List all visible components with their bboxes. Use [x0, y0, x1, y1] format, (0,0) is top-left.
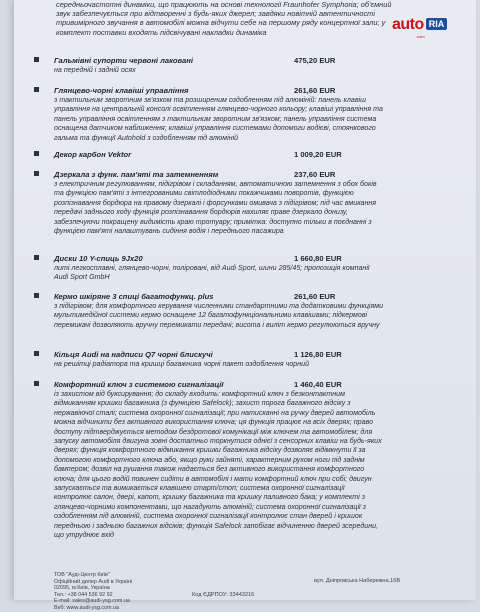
- option-description: із захистом від буксирування; до складу входить: комфортний ключ з безконтактним відмиканням кришки багажника (з функцією Safelock); захист порога багажного відсіку з нержавіючої сталі; система охоронної сигналізації; при натисканні на ручку дверей автомобіль можна відчинити без активного використання ключа; ця функція працює на всіх дверях; право доступу підтверджується методом бездротової комунікації між ключем та автомобілем; для запуску автомобіля двигуна зовні достатньо торкнутися однієї з сенсорних клавіш на будь-яких дверях; функція комфортного відмикання кришки багажника відсіку дозволяє відімкнути її за допомогою комфортного ключа або, якщо руки зайняті, характерним рухом ноги під заднім бампером; дозвіл на рушання також надається без активного використання комфортного ключа; для цього водій повинен сидіти в автомобілі і мати комфортний ключ при собі; двигун запускається та вимикається клавішею старт/стоп; система охоронної сигналізації контролює салон, двері, капот, кришку багажника та кришку паливного бака; у комплекті з глянцево-чорними компонентами, що нагадують алюміній; система охоронної сигналізації з оздобленням під алюміній, система охоронної сигналізації контролює стан дверей і кришок передньою і задньою багажних відсіків; функція Safelock запобігає відчиненню дверей зсередини, що утруднює вхід: [54, 390, 382, 540]
- company-name: ТОВ "Ауді-Центр Київ": [54, 572, 110, 578]
- option-description: на передній і задній осях: [54, 66, 136, 74]
- dealer-contacts: [54, 572, 132, 612]
- logo-badge: RIA: [426, 18, 448, 30]
- bullet-icon: [34, 255, 39, 260]
- option-price: 237,60 EUR: [294, 170, 336, 179]
- option-description: з підігрівом; для комфортного керування численними стандартними та додатковими функціями мультимедійної системи кермо оснащене 12 багатофункціональними клавішами; підкермові перемикачі дозволяють вручну перемикати передачі; висота і виліт кермо регулюються вручну: [54, 302, 384, 329]
- option-name: Кільця Audi на надписи Q7 чорні блискучі: [54, 350, 213, 359]
- option-price: 475,20 EUR: [294, 56, 336, 65]
- dealer-address: вул. Дніпровська Набережна,16В: [314, 578, 401, 584]
- bullet-icon: [34, 381, 39, 386]
- option-name: Декор карбон Vektor: [54, 150, 132, 159]
- option-name: Диски 10 Y-спиць 9Jx20: [54, 254, 143, 263]
- option-description: з електричним регулюванням, підігрівом і складанням, автоматичною затемнення з обох боків та функцією пам'яті з інтегрованими світлодіодними покажчиками поворотів, функцією розпізнавання бордюра на правому дзеркалі і форсунками омивача з підігрівом; під час вмикання передачі заднього ходу функція розпізнавання бордюрів нахиляє праве дзеркало донизу, забезпечуючи покращену видимість краю тротуару; примітка: доступно тільки в поєднанні з функцією пам'яті налаштувань сидіння водія і переднього пасажира: [54, 180, 377, 236]
- option-description: литі легкосплавні, глянцево-чорні, поліровані, від Audi Sport, шини 285/45; пропозиція компанії Audi Sport GmbH: [54, 264, 370, 282]
- city-line: 02095, м.Київ, Україна: [54, 585, 110, 592]
- option-name: Глянцево-чорні клавіші управління: [54, 86, 189, 95]
- option-price: 1 126,80 EUR: [294, 350, 342, 359]
- bullet-icon: [34, 87, 39, 92]
- option-name: Гальмівні супорти червоні лаковані: [54, 56, 193, 65]
- option-description: з тактильним зворотним зв'язком та розширеним оздобленням під алюміній: панель клавіш управління на центральній консолі освітленням глянцево-чорного кольору; клавіші управління та панель управління освітленням з тактильним зворотним зв'язком; панель управління система оснащена датчиком наближення; клавіші управління системами допомоги водієві, стоянкового гальма та функції Autohold з оздобленням під алюміній: [54, 96, 383, 142]
- dealer-line: Офіційний дилер Audi в Україні: [54, 578, 133, 585]
- option-price: 1 009,20 EUR: [294, 150, 342, 159]
- option-price: 261,60 EUR: [294, 86, 336, 95]
- intro-paragraph: середньочастотні динаміки, що працюють на основі технології Fraunhofer Symphoria; об'ємний звук забезпечується при відтворенні з будь-яких джерел; завдяки новітній автентичності тривимірного звучання в автомобілі можна відчути себе на першому ряду концертної зали; у комплект поставки входять підсвічувані накладки динаміка: [56, 0, 392, 37]
- option-price: 1 660,80 EUR: [294, 254, 342, 263]
- option-name: Кермо шкіряне 3 спиці багатофункц. plus: [54, 292, 214, 301]
- auto-ria-logo: [392, 14, 462, 36]
- email-line: E-mail: sales@audi-ysg.com.ua: [54, 598, 130, 605]
- company-code: Код ЄДРПОУ: 33443216: [192, 592, 255, 598]
- option-description: на решітці радіатора та кришці багажника чорні пакет оздоблення чорний: [54, 360, 310, 368]
- phone-line: Тел.: +38 044 536 92 92: [54, 591, 113, 598]
- bullet-icon: [34, 293, 39, 298]
- option-name: Дзеркала з функ. пам'яті та затемненням: [54, 170, 219, 179]
- bullet-icon: [34, 57, 39, 62]
- option-price: 261,60 EUR: [294, 292, 336, 301]
- logo-domain: .com: [416, 34, 425, 39]
- logo-word: auto: [392, 16, 424, 33]
- option-price: 1 460,40 EUR: [294, 380, 342, 389]
- web-line: Веб: www.audi-ysg.com.ua: [54, 604, 120, 611]
- bullet-icon: [34, 351, 39, 356]
- bullet-icon: [34, 171, 39, 176]
- option-name: Комфортний ключ з системою сигналізації: [54, 380, 224, 389]
- document-page: [14, 0, 476, 611]
- bullet-icon: [34, 151, 39, 156]
